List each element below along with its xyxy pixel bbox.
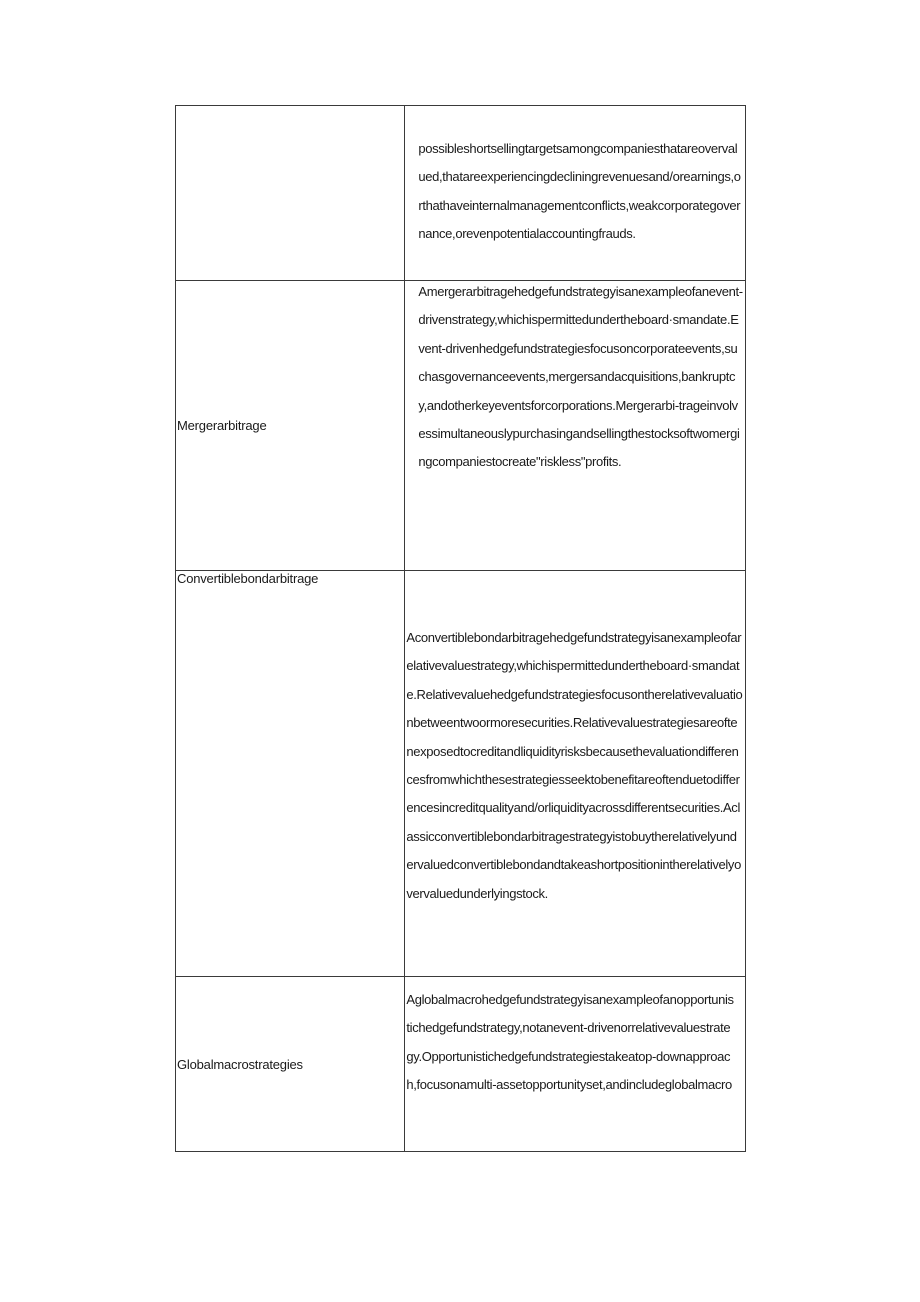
- strategy-name: Mergerarbitrage: [177, 418, 267, 433]
- table-row: [176, 571, 746, 977]
- strategy-description: possibleshortsellingtargetsamongcompaniesthatareovervalued,thatareexperiencingdecliningrevenuesand/orearnings,orthathaveinternalmanagementconflicts,weakcorporategovernance,orevenpotentialaccountingfrauds.: [418, 141, 741, 242]
- strategy-name-cell: [176, 281, 405, 571]
- strategy-description-cell: [405, 977, 746, 1152]
- strategy-name-cell: [176, 571, 405, 977]
- strategy-description: Aconvertiblebondarbitragehedgefundstrategyisanexampleofarelativevaluestrategy,whichispermittedundertheboard·smandate.Relativevaluehedgefundstrategiesfocusontherelativevaluationbetweentwoormoresecurities.Relativevaluestrategiesareoftenexposedtocreditandliquidityrisksbecausethevaluationdifferencesfromwhichthesestrategiesseektobenefitareoftenduetodifferencesincreditqualityand/orliquidityacrossdifferentsecurities.Aclassicconvertiblebondarbitragestrategyistobuytherelativelyundervaluedconvertiblebondandtakeashortpositionintherelativelyovervaluedunderlyingstock.: [406, 630, 743, 901]
- strategy-name-cell: [176, 106, 405, 281]
- table-row: [176, 281, 746, 571]
- strategy-description-cell: [405, 281, 746, 571]
- strategy-description-cell: [405, 571, 746, 977]
- strategy-description-cell: [405, 106, 746, 281]
- strategy-description: Amergerarbitragehedgefundstrategyisanexampleofanevent-drivenstrategy,whichispermittedundertheboard·smandate.Event-drivenhedgefundstrategiesfocusoncorporateevents,suchasgovernanceevents,mergersandacquisitions,bankruptcy,andotherkeyeventsforcorporations.Mergerarbi-trageinvolvessimultaneouslypurchasingandsellingthestocksoftwomergingcompaniestocreate"riskless"profits.: [418, 284, 743, 470]
- strategy-name: Globalmacrostrategies: [177, 1056, 303, 1072]
- table-row: [176, 106, 746, 281]
- strategy-description: Aglobalmacrohedgefundstrategyisanexampleofanopportunistichedgefundstrategy,notanevent-drivenorrelativevaluestrategy.Opportunistichedgefundstrategiestakeatop-downapproach,focusonamulti-assetopportunityset,andincludeglobalmacro: [406, 992, 734, 1093]
- strategy-name-cell: [176, 977, 405, 1152]
- strategy-name: Convertiblebondarbitrage: [177, 571, 319, 586]
- strategy-table: [175, 105, 746, 1152]
- table-row: [176, 977, 746, 1152]
